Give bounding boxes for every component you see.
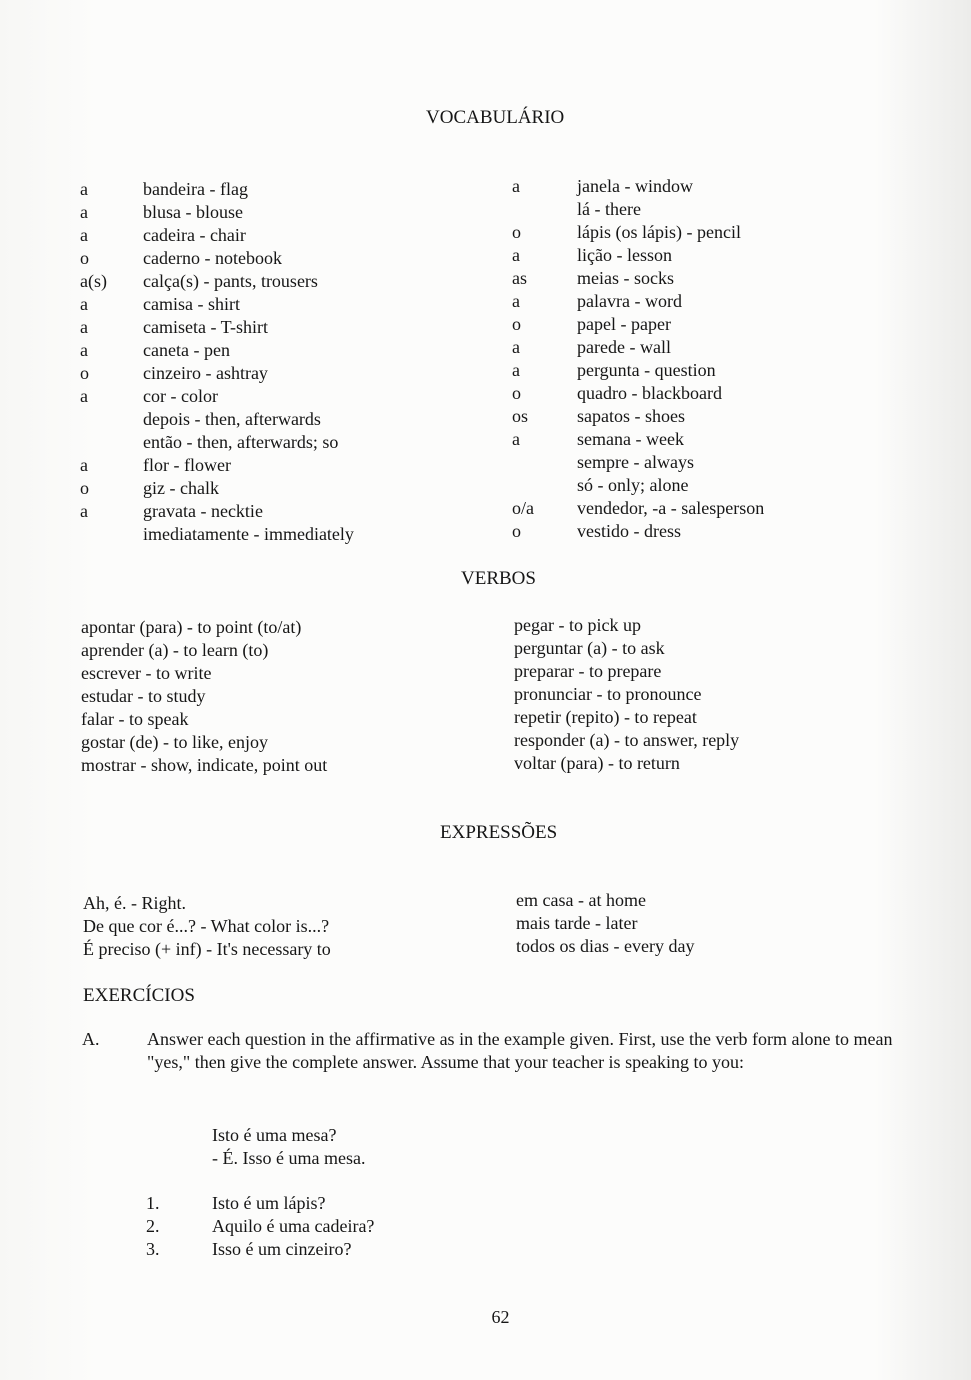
vocabulary-word: janela - window bbox=[577, 176, 693, 196]
exercise-a-text: Answer each question in the affirmative as in the example given. First, use the verb form alone to mean "yes," then give the complete answer. Assume that your teacher is speaking to you: bbox=[147, 1029, 893, 1072]
article: a bbox=[512, 429, 520, 449]
verb-entry: apontar (para) - to point (to/at) bbox=[81, 617, 302, 637]
expressions-left-column bbox=[83, 892, 331, 961]
vocabulary-entry bbox=[512, 520, 932, 543]
vocabulary-entry bbox=[512, 313, 932, 336]
article: a bbox=[80, 294, 88, 314]
article: as bbox=[512, 268, 527, 288]
vocabulary-word: palavra - word bbox=[577, 291, 682, 311]
article: o/a bbox=[512, 498, 534, 518]
vocabulary-word: cinzeiro - ashtray bbox=[143, 363, 268, 383]
vocabulary-word: camiseta - T-shirt bbox=[143, 317, 268, 337]
vocabulary-entry bbox=[80, 201, 480, 224]
vocabulary-word: sempre - always bbox=[577, 452, 694, 472]
exercicios-heading: EXERCÍCIOS bbox=[83, 985, 195, 1006]
verb-entry: estudar - to study bbox=[81, 686, 206, 706]
expression-entry: Ah, é. - Right. bbox=[83, 893, 186, 913]
vocabulary-entry bbox=[512, 359, 932, 382]
article: a bbox=[80, 340, 88, 360]
vocabulary-word: cor - color bbox=[143, 386, 218, 406]
vocabulary-entry bbox=[512, 244, 932, 267]
vocabulary-word: lição - lesson bbox=[577, 245, 672, 265]
article: a bbox=[512, 291, 520, 311]
article: o bbox=[512, 383, 521, 403]
vocabulary-word: giz - chalk bbox=[143, 478, 219, 498]
exercise-a-example bbox=[212, 1124, 365, 1170]
vocabulary-word: papel - paper bbox=[577, 314, 671, 334]
article: a bbox=[80, 225, 88, 245]
article: o bbox=[80, 478, 89, 498]
article: a bbox=[512, 337, 520, 357]
article: a(s) bbox=[80, 271, 107, 291]
question-number: 2. bbox=[146, 1216, 160, 1236]
vocabulary-word: vendedor, -a - salesperson bbox=[577, 498, 765, 518]
vocabulary-entry bbox=[80, 293, 480, 316]
article: a bbox=[80, 455, 88, 475]
question-number: 3. bbox=[146, 1239, 160, 1259]
vocabulary-entry bbox=[80, 224, 480, 247]
vocabulary-word: quadro - blackboard bbox=[577, 383, 722, 403]
vocabulary-word: então - then, afterwards; so bbox=[143, 432, 339, 452]
vocabulary-entry bbox=[512, 497, 932, 520]
verb-entry: perguntar (a) - to ask bbox=[514, 638, 665, 658]
vocabulary-entry bbox=[80, 454, 480, 477]
expression-entry: mais tarde - later bbox=[516, 913, 638, 933]
expressoes-heading: EXPRESSÕES bbox=[440, 822, 558, 843]
article: os bbox=[512, 406, 529, 426]
vocabulary-entry bbox=[512, 382, 932, 405]
question-number: 1. bbox=[146, 1193, 160, 1213]
verb-entry: escrever - to write bbox=[81, 663, 212, 683]
article: o bbox=[512, 222, 521, 242]
question-text: Isto é um lápis? bbox=[212, 1193, 326, 1213]
vocabulary-word: bandeira - flag bbox=[143, 179, 248, 199]
vocabulary-entry bbox=[80, 339, 480, 362]
vocabulary-word: depois - then, afterwards bbox=[143, 409, 321, 429]
vocabulary-right-column bbox=[512, 175, 932, 543]
vocabulary-entry bbox=[80, 431, 480, 454]
vocabulary-word: só - only; alone bbox=[577, 475, 689, 495]
vocabulary-entry bbox=[80, 362, 480, 385]
vocabulary-entry bbox=[80, 270, 480, 293]
question-text: Aquilo é uma cadeira? bbox=[212, 1216, 375, 1236]
verb-entry: preparar - to prepare bbox=[514, 661, 662, 681]
vocabulary-entry bbox=[80, 385, 480, 408]
expression-entry: em casa - at home bbox=[516, 890, 646, 910]
verb-entry: pegar - to pick up bbox=[514, 615, 641, 635]
exercise-a-label: A. bbox=[82, 1029, 100, 1049]
vocabulary-word: pergunta - question bbox=[577, 360, 716, 380]
vocabulary-word: camisa - shirt bbox=[143, 294, 240, 314]
vocabulary-entry bbox=[512, 175, 932, 198]
vocabulary-entry bbox=[80, 316, 480, 339]
vocabulary-word: caneta - pen bbox=[143, 340, 230, 360]
vocabulary-entry bbox=[80, 477, 480, 500]
vocabulary-word: flor - flower bbox=[143, 455, 231, 475]
vocabulary-entry bbox=[80, 500, 480, 523]
article: o bbox=[80, 248, 89, 268]
vocabulary-word: lápis (os lápis) - pencil bbox=[577, 222, 741, 242]
example-answer: - É. Isso é uma mesa. bbox=[212, 1148, 366, 1168]
question-text: Isso é um cinzeiro? bbox=[212, 1239, 352, 1259]
vocabulary-entry bbox=[80, 178, 480, 201]
article: o bbox=[512, 314, 521, 334]
article: a bbox=[80, 317, 88, 337]
vocabulary-entry bbox=[80, 408, 480, 431]
verb-entry: falar - to speak bbox=[81, 709, 189, 729]
vocabulary-left-column bbox=[80, 178, 480, 546]
vocabulary-entry bbox=[80, 247, 480, 270]
expression-entry: todos os dias - every day bbox=[516, 936, 695, 956]
vocabulary-word: gravata - necktie bbox=[143, 501, 263, 521]
vocabulary-word: caderno - notebook bbox=[143, 248, 282, 268]
vocabulary-entry bbox=[512, 198, 932, 221]
vocabulary-word: calça(s) - pants, trousers bbox=[143, 271, 318, 291]
vocabulary-entry bbox=[512, 405, 932, 428]
vocabulary-word: blusa - blouse bbox=[143, 202, 243, 222]
verb-entry: pronunciar - to pronounce bbox=[514, 684, 702, 704]
article: a bbox=[80, 386, 88, 406]
vocabulary-entry bbox=[512, 428, 932, 451]
article: a bbox=[512, 176, 520, 196]
vocabulary-entry bbox=[512, 290, 932, 313]
article: a bbox=[512, 360, 520, 380]
expression-entry: De que cor é...? - What color is...? bbox=[83, 916, 330, 936]
verb-entry: voltar (para) - to return bbox=[514, 753, 680, 773]
vocabulary-word: meias - socks bbox=[577, 268, 674, 288]
vocabulary-entry bbox=[512, 451, 932, 474]
expression-entry: É preciso (+ inf) - It's necessary to bbox=[83, 939, 331, 959]
article: a bbox=[512, 245, 520, 265]
verbos-heading: VERBOS bbox=[461, 568, 536, 589]
vocabulary-word: imediatamente - immediately bbox=[143, 524, 354, 544]
vocabulary-entry bbox=[512, 474, 932, 497]
page-number: 62 bbox=[491, 1307, 510, 1327]
vocabulario-heading: VOCABULÁRIO bbox=[426, 107, 565, 128]
vocabulary-entry bbox=[80, 523, 480, 546]
vocabulary-entry bbox=[512, 267, 932, 290]
verbs-left-column bbox=[81, 616, 327, 777]
vocabulary-word: sapatos - shoes bbox=[577, 406, 685, 426]
expressions-right-column bbox=[516, 889, 694, 958]
verb-entry: repetir (repito) - to repeat bbox=[514, 707, 697, 727]
example-question: Isto é uma mesa? bbox=[212, 1125, 337, 1145]
verb-entry: gostar (de) - to like, enjoy bbox=[81, 732, 268, 752]
verbs-right-column bbox=[514, 614, 739, 775]
article: o bbox=[80, 363, 89, 383]
vocabulary-word: lá - there bbox=[577, 199, 641, 219]
vocabulary-entry bbox=[512, 336, 932, 359]
exercise-a-instruction bbox=[82, 1028, 912, 1074]
vocabulary-word: cadeira - chair bbox=[143, 225, 246, 245]
vocabulary-word: semana - week bbox=[577, 429, 684, 449]
article: a bbox=[80, 501, 88, 521]
verb-entry: responder (a) - to answer, reply bbox=[514, 730, 740, 750]
article: o bbox=[512, 521, 521, 541]
verb-entry: aprender (a) - to learn (to) bbox=[81, 640, 269, 660]
article: a bbox=[80, 179, 88, 199]
verb-entry: mostrar - show, indicate, point out bbox=[81, 755, 328, 775]
vocabulary-word: vestido - dress bbox=[577, 521, 681, 541]
vocabulary-entry bbox=[512, 221, 932, 244]
vocabulary-word: parede - wall bbox=[577, 337, 671, 357]
article: a bbox=[80, 202, 88, 222]
